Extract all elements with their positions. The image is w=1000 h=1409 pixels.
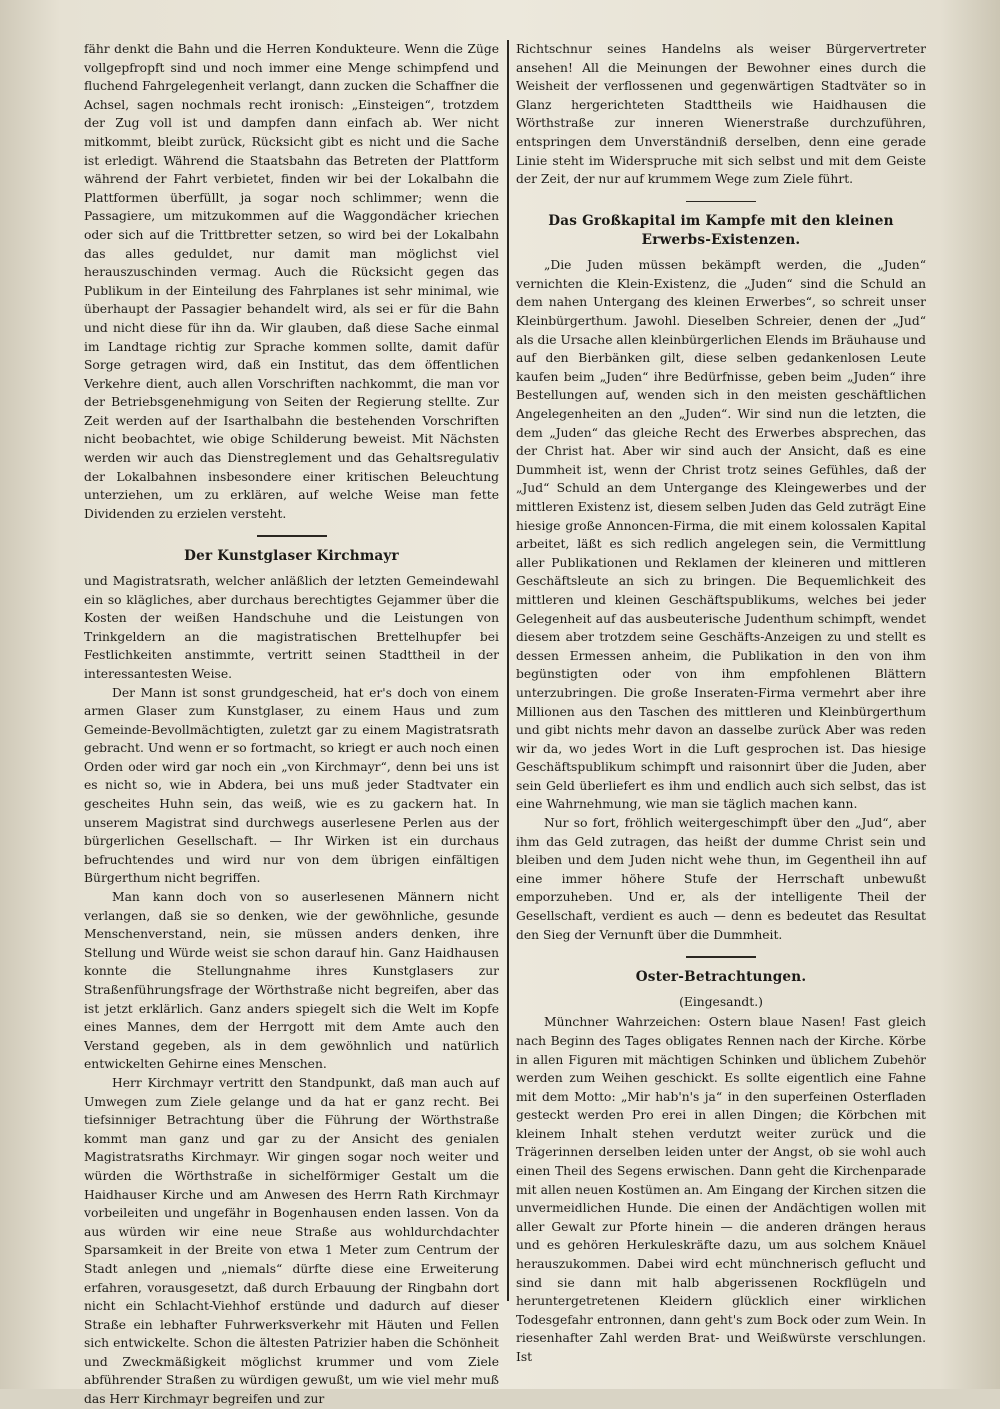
paragraph: „Die Juden müssen bekämpft werden, die „Juden“ vernichten die Klein-Existenz, die „Juden“ sind die Schuld an dem nahen Untergang des kleinen Erwerbes“, so schreit unser Kleinbürgerthum. Jawohl. Dieselben Schreier, denen der „Jud“ als die Ursache allen kleinbürgerlichen Elends im Bräuhause und auf den Bierbänken gilt, diese selben gedankenlosen Leute kaufen beim „Juden“ ihre Bedürfnisse, geben beim „Juden“ ihre Bestellungen auf, wenden sich in den meisten geschäftlichen Angelegenheiten an den „Juden“. Wir sind nun die letzten, die dem „Juden“ das gleiche Recht des Erwerbes absprechen, das der Christ hat. Aber wir sind auch der Ansicht, daß es eine Dummheit ist, wenn der Christ trotz seines Gefühles, daß der „Jud“ Schuld an dem Untergange des Kleingewerbes und der mittleren Existenz ist, diesem selben Juden das Geld zuträgt Eine hiesige große Annoncen-Firma, die mit einem kolossalen Kapital arbeitet, läßt es sich redlich angelegen sein, die Vermittlung aller Publikationen und Reklamen der kleineren und mittleren Geschäftsleute an sich zu bringen. Die Bequemlichkeit des mittleren und kleinen Geschäftspublikums, welches bei jeder Gelegenheit auf das ausbeuterische Judenthum schimpft, wendet diesem aber trotzdem seine Geschäfts-Anzeigen zu und stellt es dessen Ermessen anheim, die Publikation in den von ihm begünstigten oder von ihm empfohlenen Blättern unterzubringen. Die große Inseraten-Firma vermehrt aber ihre Millionen aus den Taschen des mittleren und Kleinbürgerthum und gibt nichts mehr davon an dasselbe zurück Aber was reden wir da, wo jedes Wort in die Luft gesprochen ist. Das hiesige Geschäftspublikum schimpft und raisonnirt über die Juden, aber sein Geld überliefert es ihm und endlich auch sich selbst, das ist eine Wahrnehmung, wie man sie täglich machen kann. [516, 258, 926, 812]
heading-kunstglaser-kirchmayr: Der Kunstglaser Kirchmayr [184, 547, 399, 564]
left-column [84, 40, 499, 1407]
subtitle-eingesandt: (Eingesandt.) [679, 994, 763, 1009]
paragraph: Nur so fort, fröhlich weitergeschimpft über den „Jud“, aber ihm das Geld zutragen, das heißt der dumme Christ sein und bleiben und dem Juden nicht wehe thun, im Gegentheil ihn auf eine immer höhere Stufe der Herrschaft unbewußt emporzuheben. Und er, als der intelligente Theil der Gesellschaft, verdient es auch — denn es bedeutet das Resultat den Sieg der Vernunft über die Dummheit. [516, 816, 926, 942]
article-continuation-lokalbahn: fähr denkt die Bahn und die Herren Kondukteure. Wenn die Züge vollgepfropft sind und noch immer eine Menge schimpfend und fluchend Fahrgelegenheit verlangt, dann zucken die Schaffner die Achsel, sagen nochmals recht ironisch: „Einsteigen“, trotzdem der Zug voll ist und dampfen dann einfach ab. Wer nicht mitkommt, bleibt zurück, Rücksicht gibt es nicht und die Sache ist erledigt. Während die Staatsbahn das Betreten der Plattform während der Fahrt verbietet, finden wir bei der Lokalbahn die Plattformen überfüllt, ja sogar noch schlimmer; wenn die Passagiere, um mitzukommen auf die Waggondächer kriechen oder sich auf die Trittbretter setzen, so wird bei der Lokalbahn das alles geduldet, nur damit man möglichst viel herauszuschinden vermag. Auch die Rücksicht gegen das Publikum in der Einteilung des Fahrplanes ist sehr minimal, wie überhaupt der Passagier behandelt wird, als sei er für die Bahn und nicht diese für ihn da. Wir glauben, daß diese Sache einmal im Landtage richtig zur Sprache kommen sollte, damit dafür Sorge getragen wird, daß ein Institut, das dem öffentlichen Verkehre dient, auch allen Vorschriften nachkommt, die man vor der Betriebsgenehmigung von Seiten der Regierung stellte. Zur Zeit werden auf der Isarthalbahn die bestehenden Vorschriften nicht beobachtet, wie obige Schilderung beweist. Mit Nächsten werden wir auch das Dienstreglement und das Gehaltsregulativ der Lokalbahnen insbesondere einer kritischen Beleuchtung unterziehen, um zu erklären, auf welche Weise man fette Dividenden zu erzielen versteht. [84, 42, 499, 521]
paragraph: Herr Kirchmayr vertritt den Standpunkt, daß man auch auf Umwegen zum Ziele gelange und da hat er ganz recht. Bei tiefsinniger Betrachtung über die Führung der Wörthstraße kommt man ganz und gar zu der Ansicht des genialen Magistratsraths Kirchmayr. Wir gingen sogar noch weiter und würden die Wörthstraße in sichelförmiger Gestalt um die Haidhauser Kirche und am Anwesen des Herrn Rath Kirchmayr vorbeileiten und ungefähr in Bogenhausen enden lassen. Von da aus würden wir eine neue Straße aus wohldurchdachter Sparsamkeit in der Breite von etwa 1 Meter zum Centrum der Stadt anlegen und „niemals“ dürfte diese eine Erweiterung erfahren, vorausgesetzt, daß durch Erbauung der Ringbahn dort nicht ein Schlacht-Viehhof erstünde und dadurch auf dieser Straße ein lebhafter Fuhrwerksverkehr mit Häuten und Fellen sich entwickelte. Schon die ältesten Patrizier haben die Schönheit und Zweckmäßigkeit möglichst krummer und vom Ziele abführender Straßen zu würdigen gewußt, um wie viel mehr muß das Herr Kirchmayr begreifen und zur [84, 1075, 499, 1407]
section-divider [257, 535, 327, 537]
paragraph: Man kann doch von so auserlesenen Männern nicht verlangen, daß sie so denken, wie der gewöhnliche, gesunde Menschenverstand, nein, sie müssen anders denken, ihre Stellung und Würde weist sie schon darauf hin. Ganz Haidhausen konnte die Stellungnahme ihres Kunstglasers zur Straßenführungsfrage der Wörthstraße nicht begreifen, aber das ist jetzt erklärlich. Ganz anders spiegelt sich die Welt im Kopfe eines Mannes, dem der Herrgott mit dem Amte auch den Verstand gegeben, als in dem gewöhnlich und natürlich entwickelten Gehirne eines Menschen. [84, 890, 499, 1072]
section-divider [686, 956, 756, 958]
article-continuation-kirchmayr: Richtschnur seines Handelns als weiser Bürgervertreter ansehen! All die Meinungen der Bewohner eines durch die Weisheit der verflossenen und gegenwärtigen Stadtväter so in Glanz hergerichteten Stadttheils wie Haidhausen die Wörthstraße zur inneren Wienerstraße durchzuführen, entspringen dem Unverständniß derselben, denn eine gerade Linie steht im Widerspruche mit sich selbst und mit dem Geiste der Zeit, der nur auf krummem Wege zum Ziele führt. [516, 42, 926, 187]
right-column [516, 40, 926, 1364]
paragraph: Münchner Wahrzeichen: Ostern blaue Nasen! Fast gleich nach Beginn des Tages obligates Rennen nach der Kirche. Körbe in allen Figuren mit mächtigen Schinken und üblichem Zubehör werden zum Weihen geschickt. Es sollte eigentlich eine Fahne mit dem Motto: „Mir hab'n's ja“ in den superfeinen Osterfladen gesteckt werden Pro erei in allen Dingen; die Körbchen mit kleinem Inhalt stehen verdutzt weiter zurück und die Trägerinnen derselben leiden unter der Angst, ob sie wohl auch einen Theil des Segens erwischen. Dann geht die Kirchenparade mit allen neuen Kostümen an. Am Eingang der Kirchen sitzen die unvermeidlichen Hunde. Die einen der Andächtigen wollen mit aller Gewalt zur Pforte hinein — die anderen drängen heraus und es gehören Herkuleskräfte dazu, um aus solchem Knäuel herauszukommen. Dabei wird echt münchnerisch geflucht und sind sie dann mit halb abgerissenen Rockflügeln und heruntergetretenen Kleidern glücklich einer wirklichen Todesgefahr entronnen, dann geht's zum Bock oder zum Wein. In riesenhafter Zahl werden Brat- und Weißwürste verschlungen. Ist [516, 1015, 926, 1364]
heading-grosskapital: Das Großkapital im Kampfe mit den kleinen Erwerbs-Existenzen. [548, 213, 894, 249]
paragraph: und Magistratsrath, welcher anläßlich der letzten Gemeindewahl ein so klägliches, aber durchaus berechtigtes Gejammer über die Kosten der weißen Handschuhe und die Leistungen von Trinkgeldern an die magistratischen Brettelhupfer bei Festlichkeiten anstimmte, vertritt seinen Stadttheil in der interessantesten Weise. [84, 573, 499, 681]
heading-oster-betrachtungen: Oster-Betrachtungen. [635, 968, 807, 985]
section-divider [686, 201, 756, 203]
column-divider [507, 40, 509, 1301]
paragraph: Der Mann ist sonst grundgescheid, hat er's doch von einem armen Glaser zum Kunstglaser, zu einem Haus und zum Gemeinde-Bevollmächtigten, zuletzt gar zu einem Magistratsrath gebracht. Und wenn er so fortmacht, so kriegt er auch noch einen Orden oder wird gar noch ein „von Kirchmayr“, denn bei uns ist es nicht so, wie in Abdera, bei uns muß jeder Stadtvater ein gescheites Huhn sein, das weiß, wie es zu gackern hat. In unserem Magistrat sind durchwegs auserlesene Perlen aus der bürgerlichen Gesellschaft. — Ihr Wirken ist ein durchaus befruchtendes und wird nur von dem übrigen einfältigen Bürgerthum nicht begriffen. [84, 685, 499, 886]
